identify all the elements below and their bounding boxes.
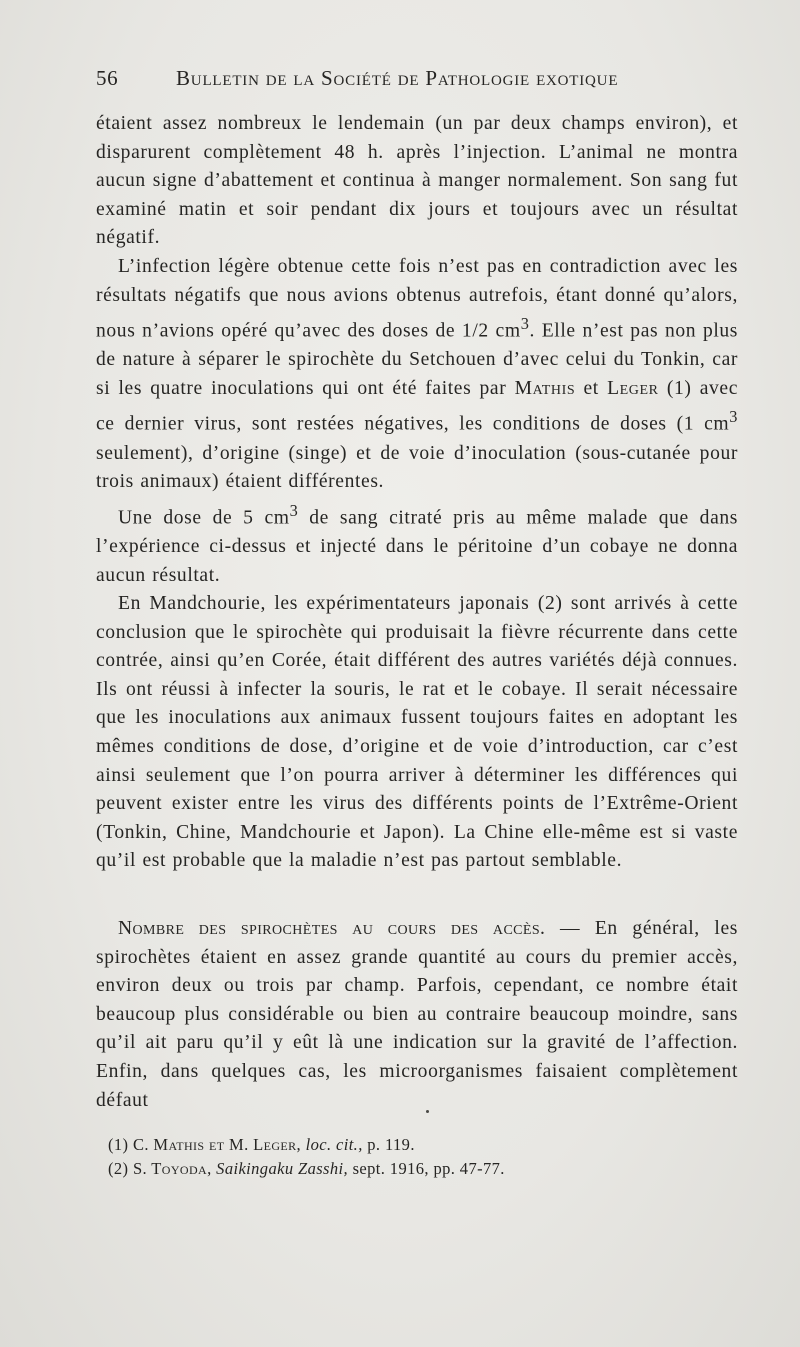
paragraph-2: [96, 253, 738, 497]
footnote-work: loc. cit.,: [301, 1135, 363, 1154]
footnote-2: [108, 1157, 728, 1181]
paragraph-4: [96, 590, 738, 876]
page-header: [96, 66, 746, 96]
paragraph-4-text: En Mandchourie, les expérimentateurs japonais (2) sont arrivés à cette conclusion que le spirochète qui produisait la fièvre récurrente dans cette contrée, ainsi qu’en Corée, était différent des autres variétés déjà connues. Ils ont réussi à infecter la souris, le rat et le cobaye. Il serait nécessaire que les inoculations aux animaux fussent toujours faites en adoptant les mêmes conditions de dose, d’origine et de voie d’introduction, car c’est ainsi seulement que l’on pourra arriver à déterminer les différences qui peuvent exister entre les virus des différents points de l’Extrême-Orient (Tonkin, Chine, Mandchourie et Japon). La Chine elle-même est si vaste qu’il est probable que la maladie n’est pas partout semblable.: [96, 593, 738, 872]
paragraph-3-text-a: Une dose de 5 cm: [118, 507, 290, 529]
paragraph-1: [96, 110, 738, 253]
paragraph-2-text-a: L’infection légère obtenue cette fois n’est pas en contradiction avec les résultats négatifs que nous avions obtenus autrefois, étant donné qu’alors, nous n’avions opéré qu’avec des doses de 1/2 cm: [96, 255, 738, 342]
paragraph-2-text-e: seulement), d’origine (singe) et de voie d’inoculation (sous-cutanée pour trois animaux) étaient différentes.: [96, 442, 738, 493]
footnotes: [108, 1133, 728, 1181]
paragraph-3: [96, 497, 738, 590]
footnote-number: (2): [108, 1159, 133, 1178]
superscript: 3: [520, 314, 530, 334]
paragraph-2-text-d: (1) avec ce dernier virus, sont restées négatives, les conditions de doses (1 cm: [96, 377, 738, 435]
author-name: Leger: [607, 377, 659, 399]
footnote-pages: sept. 1916, pp. 47-77.: [348, 1159, 505, 1178]
paragraph-2-text-b: . Elle n’est pas non plus de nature à séparer le spirochète du Setchouen d’avec celui du Tonkin, car si les quatre inoculations qui ont été faites par: [96, 320, 739, 399]
footnote-pages: p. 119.: [362, 1135, 415, 1154]
paragraph-3-text-b: de sang citraté pris au même malade que dans l’expérience ci-dessus et injecté dans le péritoine d’un cobaye ne donna aucun résultat.: [96, 507, 738, 586]
author-name: Mathis: [514, 377, 576, 399]
footnote-number: (1): [108, 1135, 133, 1154]
running-head: Bulletin de la Société de Pathologie exotique: [176, 66, 619, 90]
page-number: 56: [96, 66, 119, 90]
section-text: — En général, les spirochètes étaient en assez grande quantité au cours du premier accès, environ deux ou trois par champ. Parfois, cependant, ce nombre était beaucoup plus considérable ou bien au contraire beaucoup moindre, sans qu’il ait paru qu’il y eût là une indication sur la gravité de l’affection. Enfin, dans quelques cas, les microorganismes faisaient complètement défaut: [96, 918, 738, 1111]
superscript: 3: [729, 407, 738, 427]
section-heading: Nombre des spirochètes au cours des accès.: [118, 918, 546, 939]
body-text: [96, 110, 738, 876]
footnote-work: Saikingaku Zasshi,: [211, 1159, 349, 1178]
ink-speck: [426, 1110, 429, 1113]
footnote-1: [108, 1133, 728, 1157]
paragraph-1-text: étaient assez nombreux le lendemain (un par deux champs environ), et disparurent complètement 48 h. après l’injection. L’animal ne montra aucun signe d’abattement et continua à manger normalement. Son sang fut examiné matin et soir pendant dix jours et toujours avec un résultat négatif.: [96, 113, 738, 249]
paragraph-2-text-c: et: [575, 377, 608, 399]
superscript: 3: [289, 500, 299, 520]
section-paragraph: [96, 915, 738, 1115]
footnote-author: S. Toyoda,: [132, 1159, 212, 1178]
footnote-author: C. Mathis et M. Leger,: [132, 1135, 302, 1154]
